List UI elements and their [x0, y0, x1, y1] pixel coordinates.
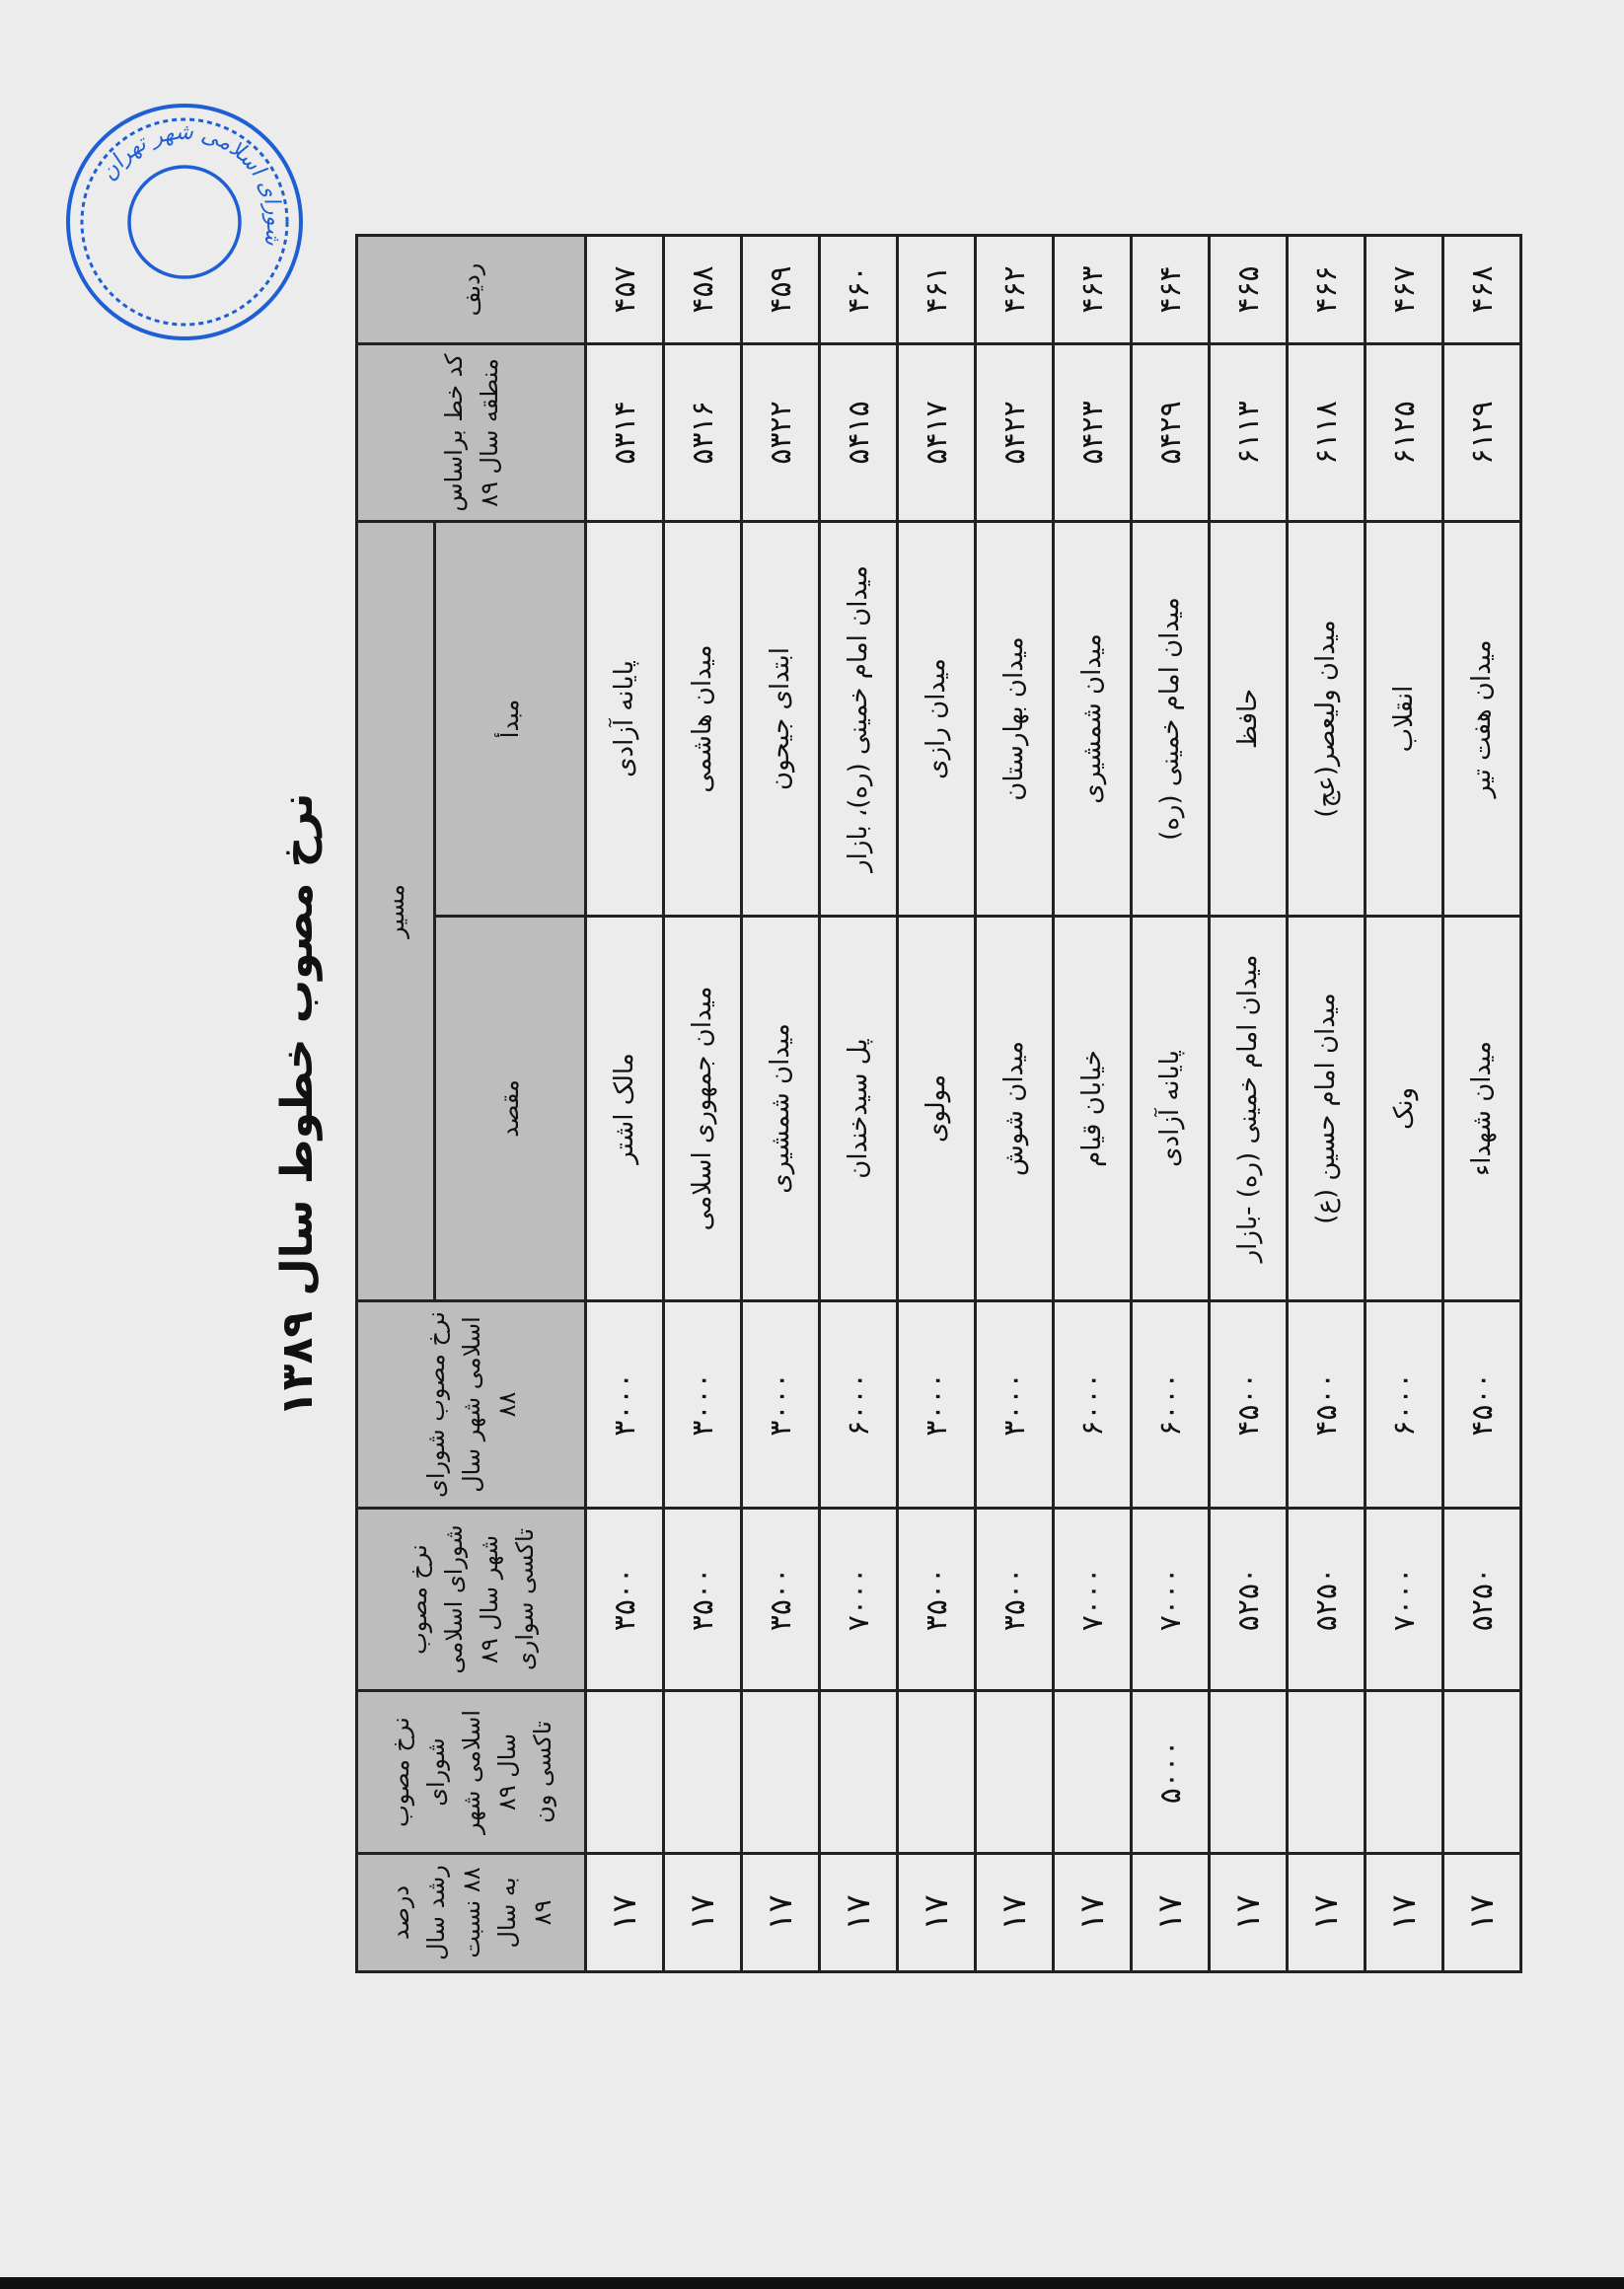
fare-table-body	[586, 236, 1521, 1972]
cell-fare-88: ۳۰۰۰	[898, 1301, 976, 1509]
cell-fare-88: ۴۵۰۰	[1443, 1301, 1521, 1509]
cell-fare-89-van	[1366, 1691, 1443, 1854]
cell-fare-89-taxi: ۵۲۵۰	[1288, 1509, 1366, 1691]
cell-fare-89-taxi: ۷۰۰۰	[820, 1509, 898, 1691]
header-destination: مقصد	[435, 917, 586, 1301]
seal-text: شورای اسلامی شهر تهران	[96, 119, 287, 248]
table-row	[1054, 236, 1132, 1972]
header-fare-89-taxi: نرخ مصوب شورای اسلامی شهر سال ۸۹ تاکسی سواری	[357, 1509, 586, 1691]
cell-growth-pct: ۱۷	[1366, 1854, 1443, 1972]
cell-line-code: ۶۱۱۸	[1288, 344, 1366, 522]
cell-row-no: ۴۶۶	[1288, 236, 1366, 344]
cell-row-no: ۴۶۷	[1366, 236, 1443, 344]
cell-fare-89-taxi: ۳۵۰۰	[976, 1509, 1054, 1691]
header-line-code: کد خط براساس منطقه سال ۸۹	[357, 344, 586, 522]
cell-growth-pct: ۱۷	[898, 1854, 976, 1972]
cell-row-no: ۴۶۵	[1210, 236, 1288, 344]
cell-growth-pct: ۱۷	[742, 1854, 820, 1972]
cell-destination: مالک اشتر	[586, 917, 664, 1301]
table-row	[1288, 236, 1366, 1972]
table-row	[664, 236, 742, 1972]
cell-fare-89-taxi: ۳۵۰۰	[742, 1509, 820, 1691]
cell-destination: پل سیدخندان	[820, 917, 898, 1301]
cell-line-code: ۵۴۱۵	[820, 344, 898, 522]
cell-origin: میدان امام خمینی (ره)، بازار	[820, 522, 898, 917]
table-row	[820, 236, 898, 1972]
cell-growth-pct: ۱۷	[1210, 1854, 1288, 1972]
cell-fare-89-van	[1054, 1691, 1132, 1854]
cell-fare-88: ۳۰۰۰	[976, 1301, 1054, 1509]
scan-edge	[0, 2277, 1624, 2289]
header-origin: مبدأ	[435, 522, 586, 917]
cell-row-no: ۴۶۴	[1132, 236, 1210, 344]
cell-line-code: ۶۱۱۳	[1210, 344, 1288, 522]
cell-fare-88: ۳۰۰۰	[664, 1301, 742, 1509]
cell-fare-89-van	[976, 1691, 1054, 1854]
cell-fare-89-van	[1443, 1691, 1521, 1854]
cell-fare-88: ۶۰۰۰	[1132, 1301, 1210, 1509]
cell-fare-89-van: ۵۰۰۰	[1132, 1691, 1210, 1854]
table-row	[586, 236, 664, 1972]
cell-line-code: ۶۱۲۹	[1443, 344, 1521, 522]
cell-fare-89-van	[1210, 1691, 1288, 1854]
header-route: مسیر	[357, 522, 435, 1301]
cell-line-code: ۵۳۲۲	[742, 344, 820, 522]
cell-row-no: ۴۵۹	[742, 236, 820, 344]
cell-fare-89-taxi: ۵۲۵۰	[1210, 1509, 1288, 1691]
cell-row-no: ۴۵۷	[586, 236, 664, 344]
cell-origin: میدان شمشیری	[1054, 522, 1132, 917]
cell-fare-89-van	[1288, 1691, 1366, 1854]
cell-row-no: ۴۶۰	[820, 236, 898, 344]
cell-growth-pct: ۱۷	[976, 1854, 1054, 1972]
cell-fare-89-van	[664, 1691, 742, 1854]
cell-fare-89-taxi: ۳۵۰۰	[664, 1509, 742, 1691]
header-row-no: ردیف	[357, 236, 586, 344]
cell-destination: مولوی	[898, 917, 976, 1301]
cell-origin: پایانه آزادی	[586, 522, 664, 917]
table-row	[1443, 236, 1521, 1972]
cell-origin: ابتدای جیحون	[742, 522, 820, 917]
table-row	[976, 236, 1054, 1972]
cell-line-code: ۵۴۱۷	[898, 344, 976, 522]
fare-table	[355, 234, 1522, 1973]
cell-destination: میدان امام خمینی (ره) -بازار	[1210, 917, 1288, 1301]
header-growth-pct: درصد رشد سال ۸۸ نسبت به سال ۸۹	[357, 1854, 586, 1972]
page-title: نرخ مصوب خطوط سال ۱۳۸۹	[272, 792, 323, 1418]
table-row	[898, 236, 976, 1972]
cell-destination: میدان شهداء	[1443, 917, 1521, 1301]
cell-row-no: ۴۵۸	[664, 236, 742, 344]
cell-destination: ونک	[1366, 917, 1443, 1301]
cell-destination: خیابان قیام	[1054, 917, 1132, 1301]
cell-fare-88: ۶۰۰۰	[1054, 1301, 1132, 1509]
header-fare-88: نرخ مصوب شورای اسلامی شهر سال ۸۸	[357, 1301, 586, 1509]
cell-fare-89-van	[742, 1691, 820, 1854]
cell-fare-89-taxi: ۳۵۰۰	[586, 1509, 664, 1691]
cell-destination: میدان شوش	[976, 917, 1054, 1301]
table-row	[1132, 236, 1210, 1972]
cell-origin: میدان بهارستان	[976, 522, 1054, 917]
cell-fare-89-van	[898, 1691, 976, 1854]
cell-fare-88: ۶۰۰۰	[820, 1301, 898, 1509]
cell-row-no: ۴۶۳	[1054, 236, 1132, 344]
cell-line-code: ۵۴۲۳	[1054, 344, 1132, 522]
cell-fare-89-taxi: ۷۰۰۰	[1366, 1509, 1443, 1691]
cell-row-no: ۴۶۲	[976, 236, 1054, 344]
cell-growth-pct: ۱۷	[1054, 1854, 1132, 1972]
cell-destination: پایانه آزادی	[1132, 917, 1210, 1301]
cell-growth-pct: ۱۷	[820, 1854, 898, 1972]
cell-destination: میدان شمشیری	[742, 917, 820, 1301]
header-fare-89-van: نرخ مصوب شورای اسلامی شهر سال ۸۹ تاکسی ون	[357, 1691, 586, 1854]
cell-fare-89-taxi: ۷۰۰۰	[1054, 1509, 1132, 1691]
cell-line-code: ۵۴۲۲	[976, 344, 1054, 522]
cell-line-code: ۵۴۲۹	[1132, 344, 1210, 522]
cell-origin: میدان هفت تیر	[1443, 522, 1521, 917]
cell-fare-89-taxi: ۵۲۵۰	[1443, 1509, 1521, 1691]
cell-fare-88: ۳۰۰۰	[742, 1301, 820, 1509]
cell-growth-pct: ۱۷	[586, 1854, 664, 1972]
cell-fare-89-taxi: ۷۰۰۰	[1132, 1509, 1210, 1691]
cell-line-code: ۵۳۱۶	[664, 344, 742, 522]
cell-destination: میدان جمهوری اسلامی	[664, 917, 742, 1301]
cell-growth-pct: ۱۷	[1288, 1854, 1366, 1972]
cell-fare-88: ۴۵۰۰	[1288, 1301, 1366, 1509]
cell-fare-89-van	[820, 1691, 898, 1854]
cell-row-no: ۴۶۸	[1443, 236, 1521, 344]
cell-destination: میدان امام حسین (ع)	[1288, 917, 1366, 1301]
table-row	[1210, 236, 1288, 1972]
cell-growth-pct: ۱۷	[1443, 1854, 1521, 1972]
cell-growth-pct: ۱۷	[1132, 1854, 1210, 1972]
cell-growth-pct: ۱۷	[664, 1854, 742, 1972]
cell-origin: میدان ولیعصر(عج)	[1288, 522, 1366, 917]
cell-origin: میدان رازی	[898, 522, 976, 917]
table-row	[742, 236, 820, 1972]
cell-origin: انقلاب	[1366, 522, 1443, 917]
cell-line-code: ۶۱۲۵	[1366, 344, 1443, 522]
cell-fare-89-taxi: ۳۵۰۰	[898, 1509, 976, 1691]
cell-origin: میدان هاشمی	[664, 522, 742, 917]
cell-fare-88: ۳۰۰۰	[586, 1301, 664, 1509]
table-row	[1366, 236, 1443, 1972]
cell-fare-88: ۴۵۰۰	[1210, 1301, 1288, 1509]
cell-line-code: ۵۳۱۴	[586, 344, 664, 522]
rotated-landscape-content	[237, 237, 1502, 1973]
cell-fare-88: ۶۰۰۰	[1366, 1301, 1443, 1509]
cell-row-no: ۴۶۱	[898, 236, 976, 344]
cell-origin: میدان امام خمینی (ره)	[1132, 522, 1210, 917]
cell-origin: حافظ	[1210, 522, 1288, 917]
cell-fare-89-van	[586, 1691, 664, 1854]
